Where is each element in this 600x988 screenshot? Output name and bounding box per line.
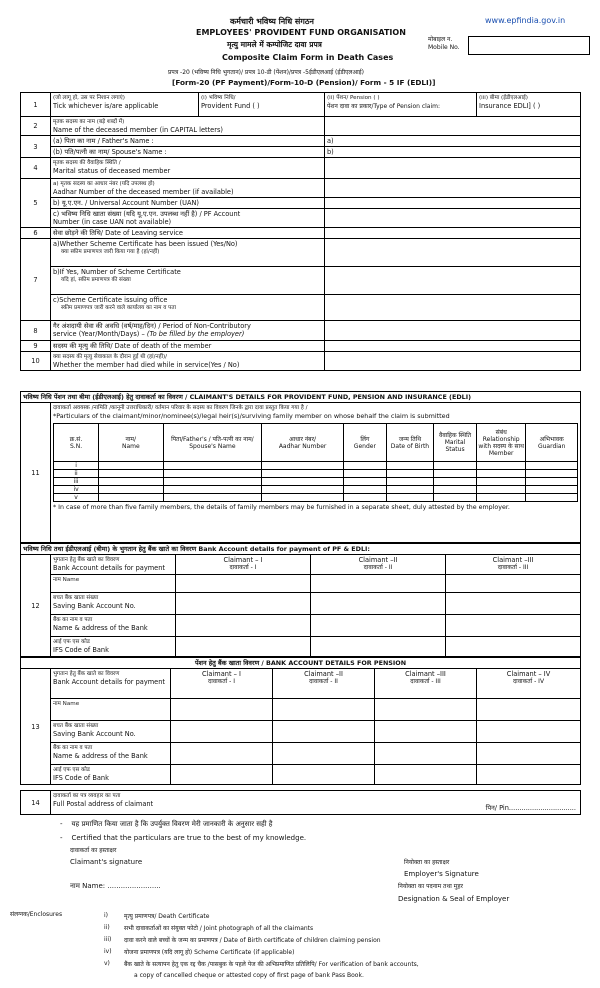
family-member-cell[interactable] xyxy=(526,494,578,502)
uan-field[interactable] xyxy=(325,198,581,209)
marital-label-hindi: मृतक सदस्य की वैवाहिक स्थिति / xyxy=(53,160,121,166)
form-numbers-hindi: प्रपत्र -20 (भविष्य निधि भुगतान)/ प्रपत्र 10-डी (पेंशन)/प्रपत्र -5ईडीएलआई (ईडीएलआई) xyxy=(168,69,364,76)
column-header-english: Name xyxy=(121,442,140,450)
claimant-label: Claimant –II xyxy=(358,556,398,564)
row-number: 12 xyxy=(21,555,51,657)
bank-field[interactable] xyxy=(311,575,446,593)
column-header-hindi: नाम/ xyxy=(125,435,137,443)
bank-row-label-english: IFS Code of Bank xyxy=(53,646,109,654)
bank-row-label xyxy=(51,555,176,575)
tick-label-hindi: (जो लागू हो, उस पर निशान लगाएं) xyxy=(53,95,125,101)
pension-bank-table xyxy=(20,657,581,785)
family-member-cell[interactable] xyxy=(386,494,433,502)
bank-row-label-hindi: बैंक का नाम व पता xyxy=(53,617,93,623)
family-member-cell[interactable] xyxy=(99,486,163,494)
bank-field[interactable] xyxy=(176,593,311,615)
bank-field[interactable] xyxy=(171,699,273,721)
employer-signature-label: Employer's Signature xyxy=(404,870,479,878)
scheme-issued-label-hindi: क्या स्कीम प्रमाणपत्र जारी किया गया है (हां/नहीं) xyxy=(61,249,160,255)
family-member-row xyxy=(54,494,578,502)
column-header-hindi: आधार नंबर/ xyxy=(289,435,317,443)
bank-row-label-hindi: नाम Name xyxy=(53,701,80,707)
family-member-cell[interactable] xyxy=(343,478,386,486)
bank-row-label-hindi: बैंक का नाम व पता xyxy=(53,745,93,751)
bank-row-label-hindi: नाम Name xyxy=(53,577,80,583)
enclosure-number: iv) xyxy=(104,948,112,955)
scheme-office-label-hindi: स्कीम प्रमाणपत्र जारी करने वाले कार्यालय का नाम व पता xyxy=(61,305,176,311)
serial-number: iii xyxy=(54,478,99,486)
enclosure-item: बैंक खाते के सत्यापन हेतु एक रद्द चैक /पासबुक के पहले पेज की अभिप्रमाणित प्रतिलिपि/ For verification of bank accounts, xyxy=(124,961,419,968)
enclosure-item-continued: a copy of cancelled cheque or attested copy of first page of bank Pass Book. xyxy=(134,972,364,979)
claimant-intro: *Particulars of the claimant/minor/nominee(s)/legal heir(s)/surviving family member on whose behalf the claim is submitted xyxy=(53,412,450,420)
bank-row-label xyxy=(51,593,176,615)
family-member-cell[interactable] xyxy=(386,470,433,478)
non-contrib-label: service (Year/Month/Days) – xyxy=(53,330,147,338)
family-member-cell[interactable] xyxy=(434,494,477,502)
mobile-label-hindi: मोबाइल न. xyxy=(428,36,453,43)
bank-row-label-english: Saving Bank Account No. xyxy=(53,602,136,610)
column-header xyxy=(434,424,477,462)
row-number: 14 xyxy=(21,791,51,815)
form-numbers-english: [Form-20 (PF Payment)/Form-10-D (Pension)/ Form - 5 IF (EDLI)] xyxy=(172,78,436,87)
claimant-label: Claimant –III xyxy=(492,556,534,564)
death-date-label: सदस्य की मृत्यु की तिथि/ Date of death of the member xyxy=(51,341,325,352)
family-member-cell[interactable] xyxy=(99,494,163,502)
enclosures-label: संलग्नक/Enclosures xyxy=(10,911,63,918)
scheme-number-label: b)If Yes, Number of Scheme Certificate xyxy=(53,268,181,276)
row-number: 9 xyxy=(21,341,51,352)
pf-account-label: Number (in case UAN not available) xyxy=(53,218,172,226)
employer-signature-label-hindi: नियोक्ता का हस्ताक्षर xyxy=(404,859,450,866)
row-4 xyxy=(21,158,581,179)
bank-row-label-hindi: भुगतान हेतु बैंक खाते का विवरण xyxy=(53,671,120,677)
family-member-cell[interactable] xyxy=(477,486,526,494)
claimant-label: Claimant – I xyxy=(202,670,241,678)
column-header-english: Spouse's Name xyxy=(189,442,236,450)
non-contrib-field[interactable] xyxy=(325,321,581,341)
row-9 xyxy=(21,341,581,352)
bank-row-label-english: Bank Account details for payment xyxy=(53,564,165,572)
bank-row-label xyxy=(51,669,171,699)
pension-type-label: पेंशन दावा का प्रकार/Type of Pension claim: xyxy=(327,103,441,110)
insurance-option-hindi: (iii) बीमा (ईडीएलआई) xyxy=(479,95,528,101)
claimant-details-table xyxy=(20,391,581,543)
form-title-hindi: मृत्यु मामले में कम्पोजिट दावा प्रपत्र xyxy=(227,40,322,49)
enclosure-number: iii) xyxy=(104,936,112,943)
column-header-hindi: अभिभावक xyxy=(539,435,564,443)
enclosure-item: दावा करने वाले बच्चों के जन्म का प्रमाणपत्र / Date of Birth certificate of children claiming pension xyxy=(124,937,381,944)
claimant-label-hindi: दावाकर्ता - III xyxy=(497,564,529,571)
claimant-label-hindi: दावाकर्ता - I xyxy=(229,564,257,571)
column-header-hindi: वैवाहिक स्थिति xyxy=(439,432,472,439)
family-member-cell[interactable] xyxy=(99,478,163,486)
father-name-field[interactable]: a) xyxy=(325,136,581,147)
row-6 xyxy=(21,228,581,239)
bank-row-label-english: Bank Account details for payment xyxy=(53,678,165,686)
pf-bank-table xyxy=(20,543,581,657)
bank-row xyxy=(21,593,581,615)
bank-row xyxy=(21,575,581,593)
family-member-row xyxy=(54,470,578,478)
family-member-cell[interactable] xyxy=(262,470,344,478)
aadhar-field[interactable] xyxy=(325,179,581,198)
row-number: 2 xyxy=(21,117,51,136)
bank-field[interactable] xyxy=(375,721,477,743)
claimant-header xyxy=(446,555,581,575)
family-member-cell[interactable] xyxy=(163,478,262,486)
bank-row-label xyxy=(51,743,171,765)
row-7a xyxy=(21,239,581,267)
enclosure-number: i) xyxy=(104,912,109,919)
certification-hindi: - यह प्रमाणित किया जाता है कि उपर्युक्त विवरण मेरी जानकारी के अनुसार सही है xyxy=(60,820,273,828)
column-header-english: S.N. xyxy=(69,442,83,450)
family-member-cell[interactable] xyxy=(434,478,477,486)
family-member-row xyxy=(54,478,578,486)
serial-number: v xyxy=(54,494,99,502)
bank-field[interactable] xyxy=(273,699,375,721)
family-members-grid xyxy=(53,423,578,502)
certification: - Certified that the particulars are true to the best of my knowledge. xyxy=(60,834,307,842)
claimant-label-hindi: दावाकर्ता - IV xyxy=(512,678,545,685)
bank-field[interactable] xyxy=(273,721,375,743)
row-3b xyxy=(21,147,581,158)
postal-address-label: Full Postal address of claimant xyxy=(53,800,154,808)
bank-row xyxy=(21,637,581,657)
family-member-cell[interactable] xyxy=(477,478,526,486)
row-5c xyxy=(21,209,581,228)
marital-label: Marital status of deceased member xyxy=(53,167,171,175)
enclosure-number: ii) xyxy=(104,924,110,931)
row-5b xyxy=(21,198,581,209)
claimant-header xyxy=(273,669,375,699)
family-member-cell[interactable] xyxy=(262,462,344,470)
family-member-cell[interactable] xyxy=(526,478,578,486)
column-header xyxy=(99,424,163,462)
column-header xyxy=(386,424,433,462)
row-1 xyxy=(21,93,581,117)
column-header xyxy=(163,424,262,462)
family-member-row xyxy=(54,486,578,494)
bank-field[interactable] xyxy=(273,765,375,785)
family-member-cell[interactable] xyxy=(477,462,526,470)
scheme-office-field[interactable] xyxy=(325,295,581,321)
claimant-label-hindi: दावाकर्ता - I xyxy=(208,678,235,685)
member-name-label: Name of the deceased member (in CAPITAL letters) xyxy=(53,126,223,134)
pf-account-field[interactable] xyxy=(325,209,581,228)
column-header xyxy=(343,424,386,462)
uan-label: b) यू.ए.एन. / Universal Account Number (UAN) xyxy=(51,198,325,209)
row-number: 5 xyxy=(21,179,51,228)
bank-row xyxy=(21,669,581,699)
bank-field[interactable] xyxy=(446,615,581,637)
org-name-english: EMPLOYEES' PROVIDENT FUND ORGANISATION xyxy=(196,28,406,37)
spouse-name-label: (b) पति/पत्नी का नाम/ Spouse's Name : xyxy=(51,147,325,158)
column-header xyxy=(54,424,99,462)
aadhar-label-hindi: a) मृतक सदस्य का आधार नंबर (यदि उपलब्ध हो) xyxy=(53,181,155,187)
bank-row xyxy=(21,743,581,765)
bank-field[interactable] xyxy=(446,593,581,615)
row-5a xyxy=(21,179,581,198)
column-header xyxy=(477,424,526,462)
pin-field[interactable]: पिन/ Pin................................ xyxy=(485,804,576,812)
column-header-english: Gender xyxy=(353,442,376,450)
family-member-cell[interactable] xyxy=(262,478,344,486)
row-7c xyxy=(21,295,581,321)
family-member-cell[interactable] xyxy=(526,470,578,478)
died-in-service-label: Whether the member had died while in service(Yes / No) xyxy=(53,361,240,369)
family-member-cell[interactable] xyxy=(526,486,578,494)
claimant-label-hindi: दावाकर्ता - III xyxy=(410,678,441,685)
claimant-label: Claimant – I xyxy=(223,556,263,564)
spouse-name-field[interactable]: b) xyxy=(325,147,581,158)
claimant-signature-label-hindi: दावाकर्ता का हस्ताक्षर xyxy=(70,847,117,854)
bank-field[interactable] xyxy=(171,743,273,765)
family-member-cell[interactable] xyxy=(262,494,344,502)
row-number: 10 xyxy=(21,352,51,371)
tick-label: Tick whichever is/are applicable xyxy=(53,102,159,110)
bank-row-label-hindi: बचत बैंक खाता संख्या xyxy=(53,595,99,601)
marital-field[interactable] xyxy=(325,158,581,179)
family-member-cell[interactable] xyxy=(163,462,262,470)
family-member-cell[interactable] xyxy=(343,462,386,470)
aadhar-label: Aadhar Number of the deceased member (if available) xyxy=(53,188,234,196)
bank-row-label-hindi: आई एफ एस कोड xyxy=(53,767,90,773)
bank-field[interactable] xyxy=(273,743,375,765)
pf-option-hindi: (i) भविष्य निधि/ xyxy=(201,95,236,101)
death-date-field[interactable] xyxy=(325,341,581,352)
bank-field[interactable] xyxy=(311,593,446,615)
mobile-label-english: Mobile No. xyxy=(428,44,460,51)
pension-bank-heading: पेंशन हेतु बैंक खाता विवरण / BANK ACCOUNT DETAILS FOR PENSION xyxy=(21,658,581,669)
member-name-label-hindi: मृतक सदस्य का नाम (बड़े शब्दों में) xyxy=(53,119,125,125)
bank-row xyxy=(21,615,581,637)
enclosure-item: योजना प्रमाणपत्र (यदि लागू हो) Scheme Certificate (if applicable) xyxy=(124,949,295,956)
family-member-cell[interactable] xyxy=(477,470,526,478)
employer-fill-note: (To be filled by the employer) xyxy=(146,330,245,338)
died-in-service-label-hindi: क्या सदस्य की मृत्यु सेवाकाल के दौरान हुई थी (हां/नहीं)/ xyxy=(53,354,168,360)
family-member-cell[interactable] xyxy=(163,470,262,478)
insurance-option[interactable]: Insurance EDLI] ( ) xyxy=(479,102,541,110)
claimant-header xyxy=(375,669,477,699)
bank-row-label-hindi: बचत बैंक खाता संख्या xyxy=(53,723,99,729)
bank-row-label-hindi: आई एफ एस कोड xyxy=(53,639,90,645)
column-header xyxy=(262,424,344,462)
row-7b xyxy=(21,267,581,295)
postal-address-table xyxy=(20,790,581,815)
bank-field[interactable] xyxy=(171,765,273,785)
bank-field[interactable] xyxy=(477,721,581,743)
family-member-cell[interactable] xyxy=(434,462,477,470)
pension-option[interactable]: (ii) पेंशन/ Pension ( ) xyxy=(327,95,380,101)
scheme-issued-label: a)Whether Scheme Certificate has been issued (Yes/No) xyxy=(53,240,238,248)
bank-row-label-hindi: भुगतान हेतु बैंक खाते का विवरण xyxy=(53,557,120,563)
claimant-name-field[interactable]: नाम Name: ........................ xyxy=(70,882,161,890)
family-member-cell[interactable] xyxy=(99,470,163,478)
row-number: 8 xyxy=(21,321,51,341)
family-member-cell[interactable] xyxy=(434,470,477,478)
family-member-cell[interactable] xyxy=(163,486,262,494)
claimant-signature-label: Claimant's signature xyxy=(70,858,143,866)
bank-field[interactable] xyxy=(375,699,477,721)
claimant-label: Claimant –III xyxy=(405,670,446,678)
scheme-issued-field[interactable] xyxy=(325,239,581,267)
bank-field[interactable] xyxy=(477,743,581,765)
row-number: 11 xyxy=(21,403,51,543)
member-name-field[interactable] xyxy=(325,117,581,136)
column-header-hindi: क्र.सं. xyxy=(69,435,83,443)
row-3a xyxy=(21,136,581,147)
family-member-cell[interactable] xyxy=(163,494,262,502)
column-header-english: Aadhar Number xyxy=(278,442,327,450)
row-number: 7 xyxy=(21,239,51,321)
family-member-cell[interactable] xyxy=(526,462,578,470)
row-10 xyxy=(21,352,581,371)
claimant-intro-hindi: दावाकर्ता अवयस्क /नामिति /कानूनी उत्तराधिकारी/ वर्तमान परिवार के सदस्य का विवरण जिनके द्वारा दावा प्रस्तुत किया गया है / xyxy=(53,405,308,411)
column-header-english: Date of Birth xyxy=(390,442,430,450)
column-header-english: Marital Status xyxy=(444,439,466,453)
bank-field[interactable] xyxy=(446,637,581,657)
claimant-label-hindi: दावाकर्ता - II xyxy=(363,564,393,571)
family-member-cell[interactable] xyxy=(386,462,433,470)
bank-field[interactable] xyxy=(375,743,477,765)
serial-number: i xyxy=(54,462,99,470)
form-title-english: Composite Claim Form in Death Cases xyxy=(222,53,394,62)
bank-row-label-english: Name & address of the Bank xyxy=(53,752,148,760)
claimant-label: Claimant – IV xyxy=(506,670,551,678)
employer-designation-label: Designation & Seal of Employer xyxy=(398,895,510,903)
column-header-hindi: पिता/Father's / पति-पत्नी का नाम/ xyxy=(171,435,254,443)
bank-field[interactable] xyxy=(477,765,581,785)
non-contrib-label-hindi: गैर अंशदायी सेवा की अवधि (वर्ष/माह/दिन) / Period of Non-Contributory xyxy=(53,322,251,330)
column-header-english: Guardian xyxy=(537,442,566,450)
bank-row-label-english: IFS Code of Bank xyxy=(53,774,109,782)
family-member-cell[interactable] xyxy=(343,494,386,502)
claimant-header xyxy=(176,555,311,575)
bank-field[interactable] xyxy=(311,615,446,637)
family-member-cell[interactable] xyxy=(477,494,526,502)
bank-field[interactable] xyxy=(176,615,311,637)
pf-account-label-hindi: c) भविष्य निधि खाता संख्या (यदि यू.ए.एन. उपलब्ध नहीं है) / PF Account xyxy=(53,210,241,218)
scheme-number-field[interactable] xyxy=(325,267,581,295)
website-link[interactable]: www.epfindia.gov.in xyxy=(485,16,566,25)
bank-row-label xyxy=(51,615,176,637)
family-member-cell[interactable] xyxy=(262,486,344,494)
column-header-hindi: लिंग xyxy=(360,435,370,443)
claimant-section-heading: भविष्य निधि पेंशन तथा बीमा (ईडीएलआई) हेतु दावाकर्ता का विवरण / CLAIMANT'S DETAILS FOR PROVIDENT FUND, PENSION AND INSURANCE (EDLI) xyxy=(21,392,581,403)
bank-row xyxy=(21,699,581,721)
row-number: 13 xyxy=(21,669,51,785)
family-member-cell[interactable] xyxy=(343,470,386,478)
mobile-number-field[interactable] xyxy=(468,36,590,55)
bank-row xyxy=(21,721,581,743)
column-header-hindi: संबंध Relationship with सदस्य के साथ xyxy=(478,428,524,450)
column-header xyxy=(526,424,578,462)
row-number: 3 xyxy=(21,136,51,158)
bank-field[interactable] xyxy=(446,575,581,593)
pf-option[interactable]: Provident Fund ( ) xyxy=(201,102,260,110)
bank-row-label xyxy=(51,637,176,657)
family-member-cell[interactable] xyxy=(99,462,163,470)
row-number: 1 xyxy=(21,93,51,117)
bank-row-label-english: Name & address of the Bank xyxy=(53,624,148,632)
bank-field[interactable] xyxy=(176,637,311,657)
bank-field[interactable] xyxy=(477,699,581,721)
claimant-header xyxy=(311,555,446,575)
family-member-cell[interactable] xyxy=(343,486,386,494)
pf-bank-heading: भविष्य निधि तथा ईडीएलआई (बीमा) के भुगतान हेतु बैंक खाते का विवरण Bank Account details for payment of PF & EDLI: xyxy=(21,544,581,555)
column-header-english: Member xyxy=(488,449,514,457)
enclosure-item: मृत्यु प्रमाणपत्र/ Death Certificate xyxy=(124,913,210,920)
family-member-cell[interactable] xyxy=(434,486,477,494)
bank-row xyxy=(21,555,581,575)
father-name-label: (a) पिता का नाम / Father's Name : xyxy=(51,136,325,147)
row-2 xyxy=(21,117,581,136)
serial-number: iv xyxy=(54,486,99,494)
scheme-number-label-hindi: यदि हां, स्कीम प्रमाणपत्र की संख्या xyxy=(61,277,131,283)
scheme-office-label: c)Scheme Certificate issuing office xyxy=(53,296,168,304)
bank-field[interactable] xyxy=(176,575,311,593)
bank-row-label xyxy=(51,721,171,743)
member-details-table xyxy=(20,92,581,371)
family-member-cell[interactable] xyxy=(386,478,433,486)
enclosure-number: v) xyxy=(104,960,110,967)
leaving-date-label: सेवा छोड़ने की तिथि/ Date of Leaving service xyxy=(51,228,325,239)
row-number: 4 xyxy=(21,158,51,179)
column-header-hindi: जन्म तिथि xyxy=(398,435,422,443)
family-note: * In case of more than five family members, the details of family members may be furnished in a separate sheet, duly attested by the employer. xyxy=(53,504,510,511)
bank-row-label-english: Saving Bank Account No. xyxy=(53,730,136,738)
died-in-service-field[interactable] xyxy=(325,352,581,371)
org-name-hindi: कर्मचारी भविष्य निधि संगठन xyxy=(230,17,314,26)
serial-number: ii xyxy=(54,470,99,478)
family-member-row xyxy=(54,462,578,470)
bank-row-label xyxy=(51,575,176,593)
bank-field[interactable] xyxy=(311,637,446,657)
mobile-label xyxy=(428,36,460,52)
enclosure-item: सभी दावाकर्ताओं का संयुक्त फोटो / Joint photograph of all the claimants xyxy=(124,925,314,932)
bank-row-label xyxy=(51,699,171,721)
bank-field[interactable] xyxy=(171,721,273,743)
row-number: 6 xyxy=(21,228,51,239)
bank-row-label xyxy=(51,765,171,785)
claimant-label-hindi: दावाकर्ता - II xyxy=(309,678,338,685)
family-member-cell[interactable] xyxy=(386,486,433,494)
bank-field[interactable] xyxy=(375,765,477,785)
leaving-date-field[interactable] xyxy=(325,228,581,239)
claimant-header xyxy=(171,669,273,699)
claimant-header xyxy=(477,669,581,699)
claimant-label: Claimant –II xyxy=(304,670,343,678)
bank-row xyxy=(21,765,581,785)
postal-address-label-hindi: दावाकर्ता का पत्र व्यवहार का पता xyxy=(53,793,121,799)
row-8 xyxy=(21,321,581,341)
employer-designation-label-hindi: नियोक्ता का पदनाम तथा मुहर xyxy=(398,883,464,890)
